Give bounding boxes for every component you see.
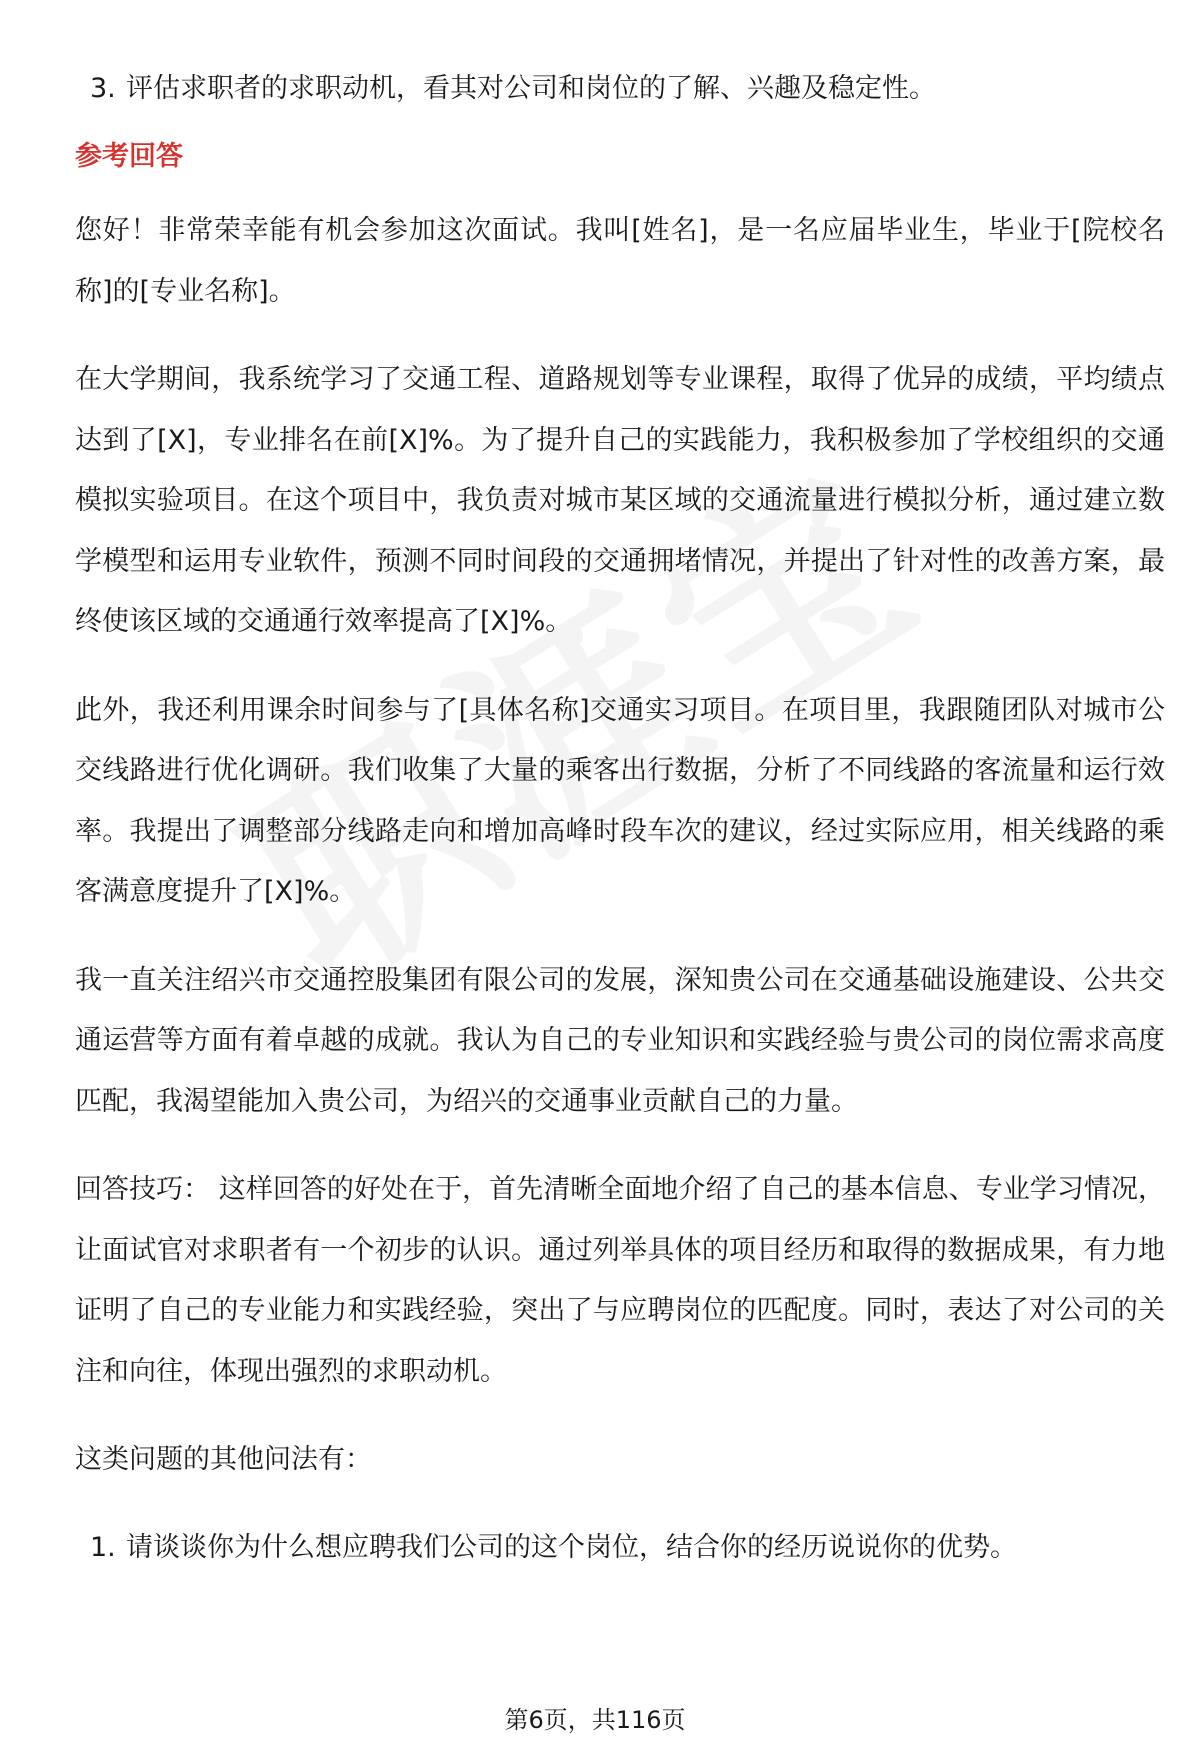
- list-item-number: 3.: [90, 73, 116, 104]
- list-item: [75, 1517, 1165, 1578]
- section-heading: 参考回答: [75, 141, 183, 172]
- list-item-text: 评估求职者的求职动机，看其对公司和岗位的了解、兴趣及稳定性。: [126, 73, 936, 104]
- list-item-text: 请谈谈你为什么想应聘我们公司的这个岗位，结合你的经历说说你的优势。: [126, 1531, 1017, 1563]
- paragraph-motivation: 我一直关注绍兴市交通控股集团有限公司的发展，深知贵公司在交通基础设施建设、公共交通运营等方面有着卓越的成就。我认为自己的专业知识和实践经验与贵公司的岗位需求高度匹配，我渴望能加入贵公司，为绍兴的交通事业贡献自己的力量。: [75, 964, 1165, 1117]
- paragraph-greeting: 您好！非常荣幸能有机会参加这次面试。我叫[姓名]，是一名应届毕业生，毕业于[院校名称]的[专业名称]。: [75, 215, 1165, 307]
- paragraph-university: 在大学期间，我系统学习了交通工程、道路规划等专业课程，取得了优异的成绩，平均绩点达到了[X]，专业排名在前[X]%。为了提升自己的实践能力，我积极参加了学校组织的交通模拟实验项目。在这个项目中，我负责对城市某区域的交通流量进行模拟分析，通过建立数学模型和运用专业软件，预测不同时间段的交通拥堵情况，并提出了针对性的改善方案，最终使该区域的交通通行效率提高了[X]%。: [75, 364, 1165, 637]
- list-item: [75, 58, 1165, 119]
- page-content: [75, 58, 1165, 1578]
- list-item-number: 1.: [90, 1531, 116, 1563]
- paragraph-other-questions: 这类问题的其他问法有：: [75, 1444, 372, 1475]
- paragraph-internship: 此外，我还利用课余时间参与了[具体名称]交通实习项目。在项目里，我跟随团队对城市公交线路进行优化调研。我们收集了大量的乘客出行数据，分析了不同线路的客流量和运行效率。我提出了调整部分线路走向和增加高峰时段车次的建议，经过实际应用，相关线路的乘客满意度提升了[X]%。: [75, 694, 1165, 907]
- paragraph-tips: 回答技巧： 这样回答的好处在于，首先清晰全面地介绍了自己的基本信息、专业学习情况，让面试官对求职者有一个初步的认识。通过列举具体的项目经历和取得的数据成果，有力地证明了自己的专业能力和实践经验，突出了与应聘岗位的匹配度。同时，表达了对公司的关注和向往，体现出强烈的求职动机。: [75, 1174, 1165, 1387]
- page-footer: 第6页，共116页: [504, 1706, 686, 1734]
